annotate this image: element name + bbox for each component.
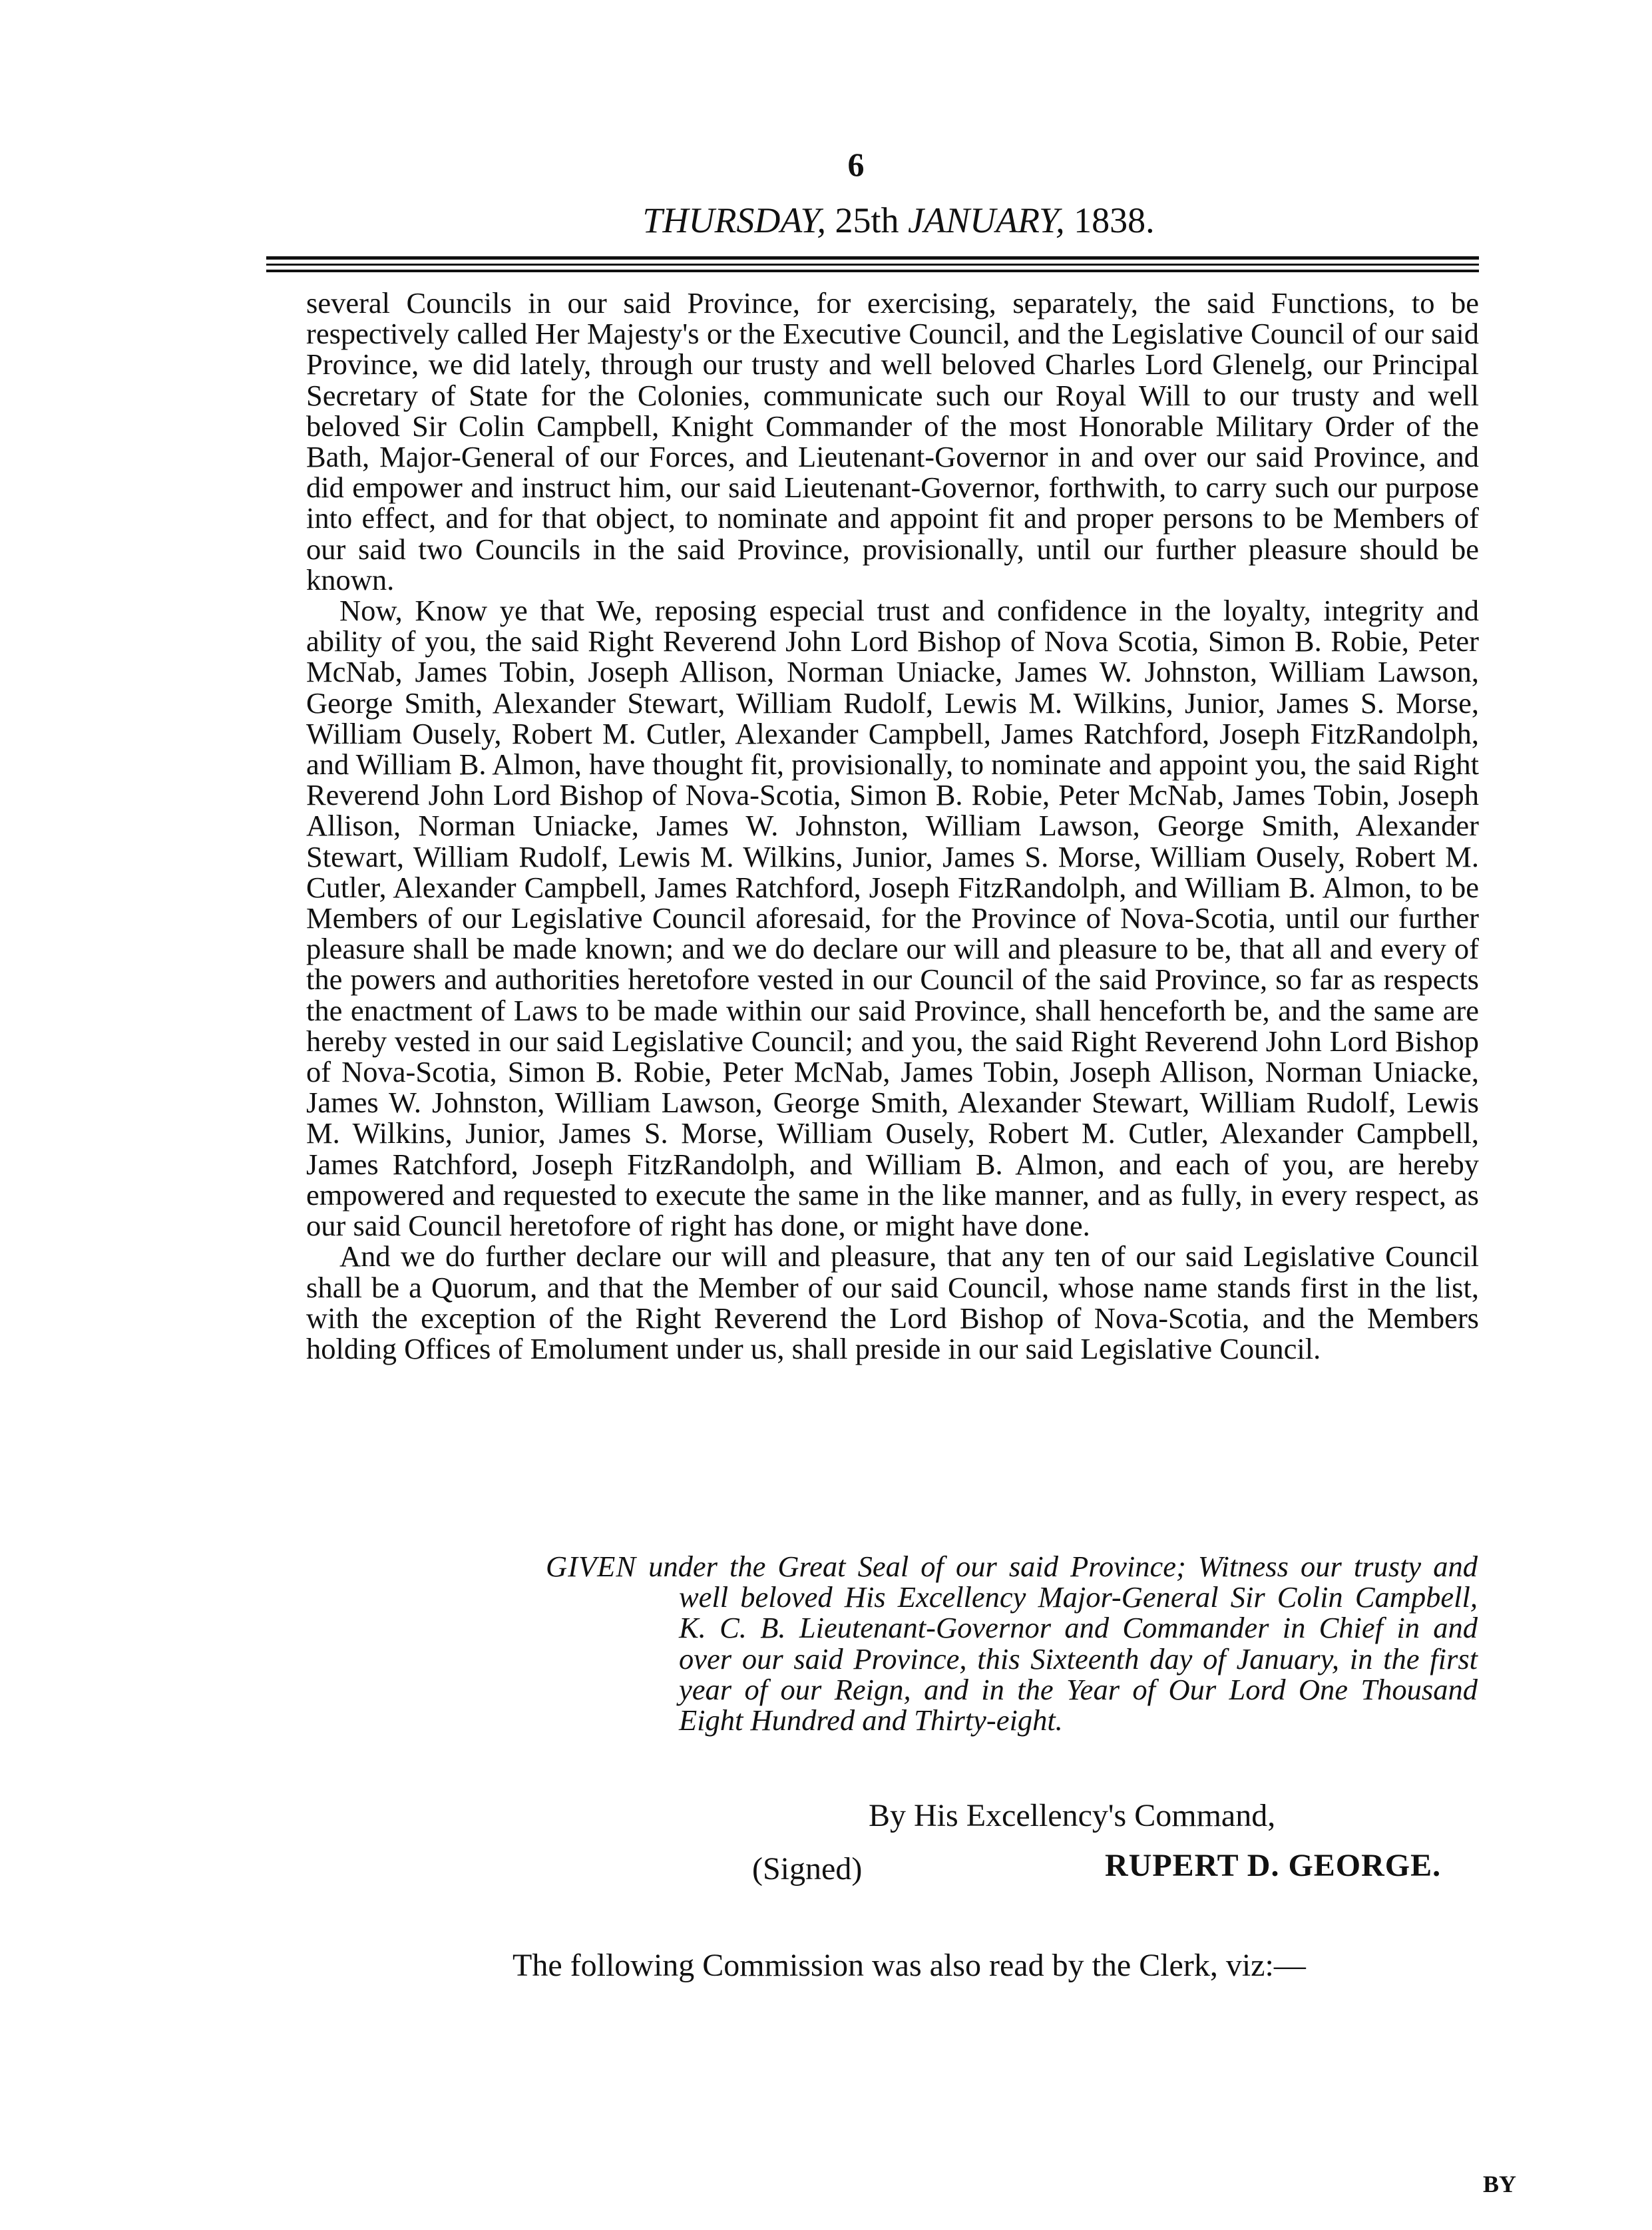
header-rule-bottom bbox=[266, 270, 1479, 272]
signed-label: (Signed) bbox=[752, 1851, 863, 1887]
header-year: 1838. bbox=[1074, 200, 1155, 240]
header-day: 25th bbox=[835, 200, 899, 240]
given-clause bbox=[546, 1551, 1478, 1735]
header-rule-top bbox=[266, 256, 1479, 260]
header-rule-middle bbox=[266, 264, 1479, 266]
following-commission-note: The following Commission was also read by the Clerk, viz:— bbox=[513, 1948, 1306, 1983]
header-weekday: THURSDAY, bbox=[642, 200, 827, 240]
header-month: JANUARY, bbox=[908, 200, 1065, 240]
commission-body bbox=[306, 288, 1479, 1364]
given-text: under the Great Seal of our said Province; Witness our trusty and well beloved His Excellency Major-General Sir Colin Campbell, K. C. B. Lieutenant-Governor and Commander in Chief in and over our said Province, this Sixteenth day of January, in the first year of our Reign, and in the Year of Our Lord One Thousand Eight Hundred and Thirty-eight. bbox=[648, 1550, 1478, 1737]
body-paragraph: And we do further declare our will and pleasure, that any ten of our said Legislative Council shall be a Quorum, and that the Member of our said Council, whose name stands first in the list, with the exception of the Right Reverend the Lord Bishop of Nova-Scotia, and the Members holding Offices of Emolument under us, shall preside in our said Legislative Council. bbox=[306, 1239, 1479, 1365]
given-lead: GIVEN bbox=[546, 1550, 637, 1583]
body-paragraph: Now, Know ye that We, reposing especial trust and confidence in the loyalty, integrity and ability of you, the said Right Reverend John Lord Bishop of Nova Scotia, Simon B. Robie, Peter McNab, James Tobin, Joseph Allison, Norman Uniacke, James W. Johnston, William Lawson, George Smith, Alexander Stewart, William Rudolf, Lewis M. Wilkins, Junior, James S. Morse, William Ousely, Robert M. Cutler, Alexander Campbell, James Ratchford, Joseph FitzRandolph, and William B. Almon, have thought fit, provisionally, to nominate and appoint you, the said Right Reverend John Lord Bishop of Nova-Scotia, Simon B. Robie, Peter McNab, James Tobin, Joseph Allison, Norman Uniacke, James W. Johnston, William Lawson, George Smith, Alexander Stewart, William Rudolf, Lewis M. Wilkins, Junior, James S. Morse, William Ousely, Robert M. Cutler, Alexander Campbell, James Ratchford, Joseph FitzRandolph, and William B. Almon, to be Members of our Legislative Council aforesaid, for the Province of Nova-Scotia, until our further pleasure shall be made known; and we do declare our will and pleasure to be, that all and every of the powers and authorities heretofore vested in our Council of the said Province, so far as respects the enactment of Laws to be made within our said Province, shall henceforth be, and the same are hereby vested in our said Legislative Council; and you, the said Right Reverend John Lord Bishop of Nova-Scotia, Simon B. Robie, Peter McNab, James Tobin, Joseph Allison, Norman Uniacke, James W. Johnston, William Lawson, George Smith, Alexander Stewart, William Rudolf, Lewis M. Wilkins, Junior, James S. Morse, William Ousely, Robert M. Cutler, Alexander Campbell, James Ratchford, Joseph FitzRandolph, and William B. Almon, and each of you, are hereby empowered and requested to execute the same in the like manner, and as fully, in every respect, as our said Council heretofore of right has done, or might have done. bbox=[306, 594, 1479, 1243]
command-line: By His Excellency's Command, bbox=[869, 1798, 1276, 1833]
catchword: BY bbox=[1483, 2171, 1517, 2197]
page-header bbox=[306, 201, 1491, 240]
page-number: 6 bbox=[847, 146, 865, 183]
body-paragraph: several Councils in our said Province, for exercising, separately, the said Functions, to be respectively called Her Majesty's or the Executive Council, and the Legislative Council of our said Province, we did lately, through our trusty and well beloved Charles Lord Glenelg, our Principal Secretary of State for the Colonies, communicate such our Royal Will to our trusty and well beloved Sir Colin Campbell, Knight Commander of the most Honorable Military Order of the Bath, Major-General of our Forces, and Lieutenant-Governor in and over our said Province, and did empower and instruct him, our said Lieutenant-Governor, forthwith, to carry such our purpose into effect, and for that object, to nominate and appoint fit and proper persons to be Members of our said two Councils in the said Province, provisionally, until our further pleasure should be known. bbox=[306, 286, 1479, 596]
signer-name: RUPERT D. GEORGE. bbox=[1105, 1848, 1442, 1883]
